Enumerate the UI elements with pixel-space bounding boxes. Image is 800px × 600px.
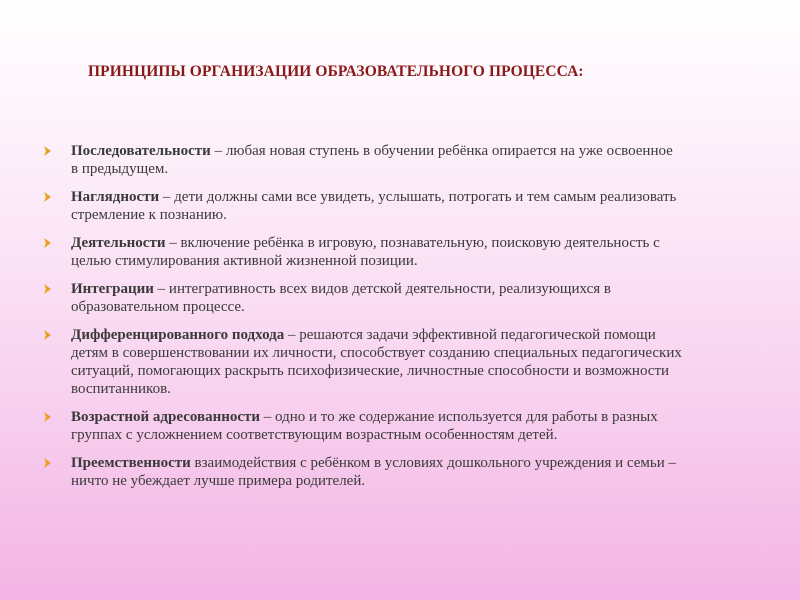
principle-term: Деятельности [71,235,166,251]
arrow-bullet-icon [43,457,52,469]
list-item [43,454,683,490]
principle-term: Интеграции [71,281,154,297]
slide-title: ПРИНЦИПЫ ОРГАНИЗАЦИИ ОБРАЗОВАТЕЛЬНОГО ПРОЦЕССА: [88,63,584,80]
principle-text: – интегративность всех видов детской деятельности, реализующихся в образовательном процессе. [71,281,611,315]
list-item [43,326,683,398]
principle-text: – любая новая ступень в обучении ребёнка опирается на уже освоенное в предыдущем. [71,143,673,177]
principle-text: взаимодействия с ребёнком в условиях дошкольного учреждения и семьи – ничто не убеждает лучше примера родителей. [71,455,677,489]
principle-term: Возрастной адресованности [71,409,261,425]
principle-term: Дифференцированного подхода [71,327,285,343]
arrow-bullet-icon [43,191,52,203]
principle-term: Последовательности [71,143,211,159]
principle-term: Преемственности [71,455,191,471]
list-item [43,408,683,444]
principle-text: – одно и то же содержание используется для работы в разных группах с усложнением соответствующим возрастным особенностям детей. [71,409,658,443]
principle-text: – решаются задачи эффективной педагогической помощи детям в совершенствовании их личности, способствует созданию специальных педагогических ситуаций, помогающих раскрыть психофизические, личностные способности и возможности воспитанников. [71,327,682,397]
list-item [43,234,683,270]
list-item [43,188,683,224]
list-item [43,280,683,316]
arrow-bullet-icon [43,411,52,423]
arrow-bullet-icon [43,329,52,341]
list-item [43,142,683,178]
principle-text: – дети должны сами все увидеть, услышать, потрогать и тем самым реализовать стремление к познанию. [71,189,677,223]
arrow-bullet-icon [43,145,52,157]
principle-term: Наглядности [71,189,160,205]
principles-list [43,142,683,500]
arrow-bullet-icon [43,283,52,295]
principle-text: – включение ребёнка в игровую, познавательную, поисковую деятельность с целью стимулирования активной жизненной позиции. [71,235,660,269]
arrow-bullet-icon [43,237,52,249]
